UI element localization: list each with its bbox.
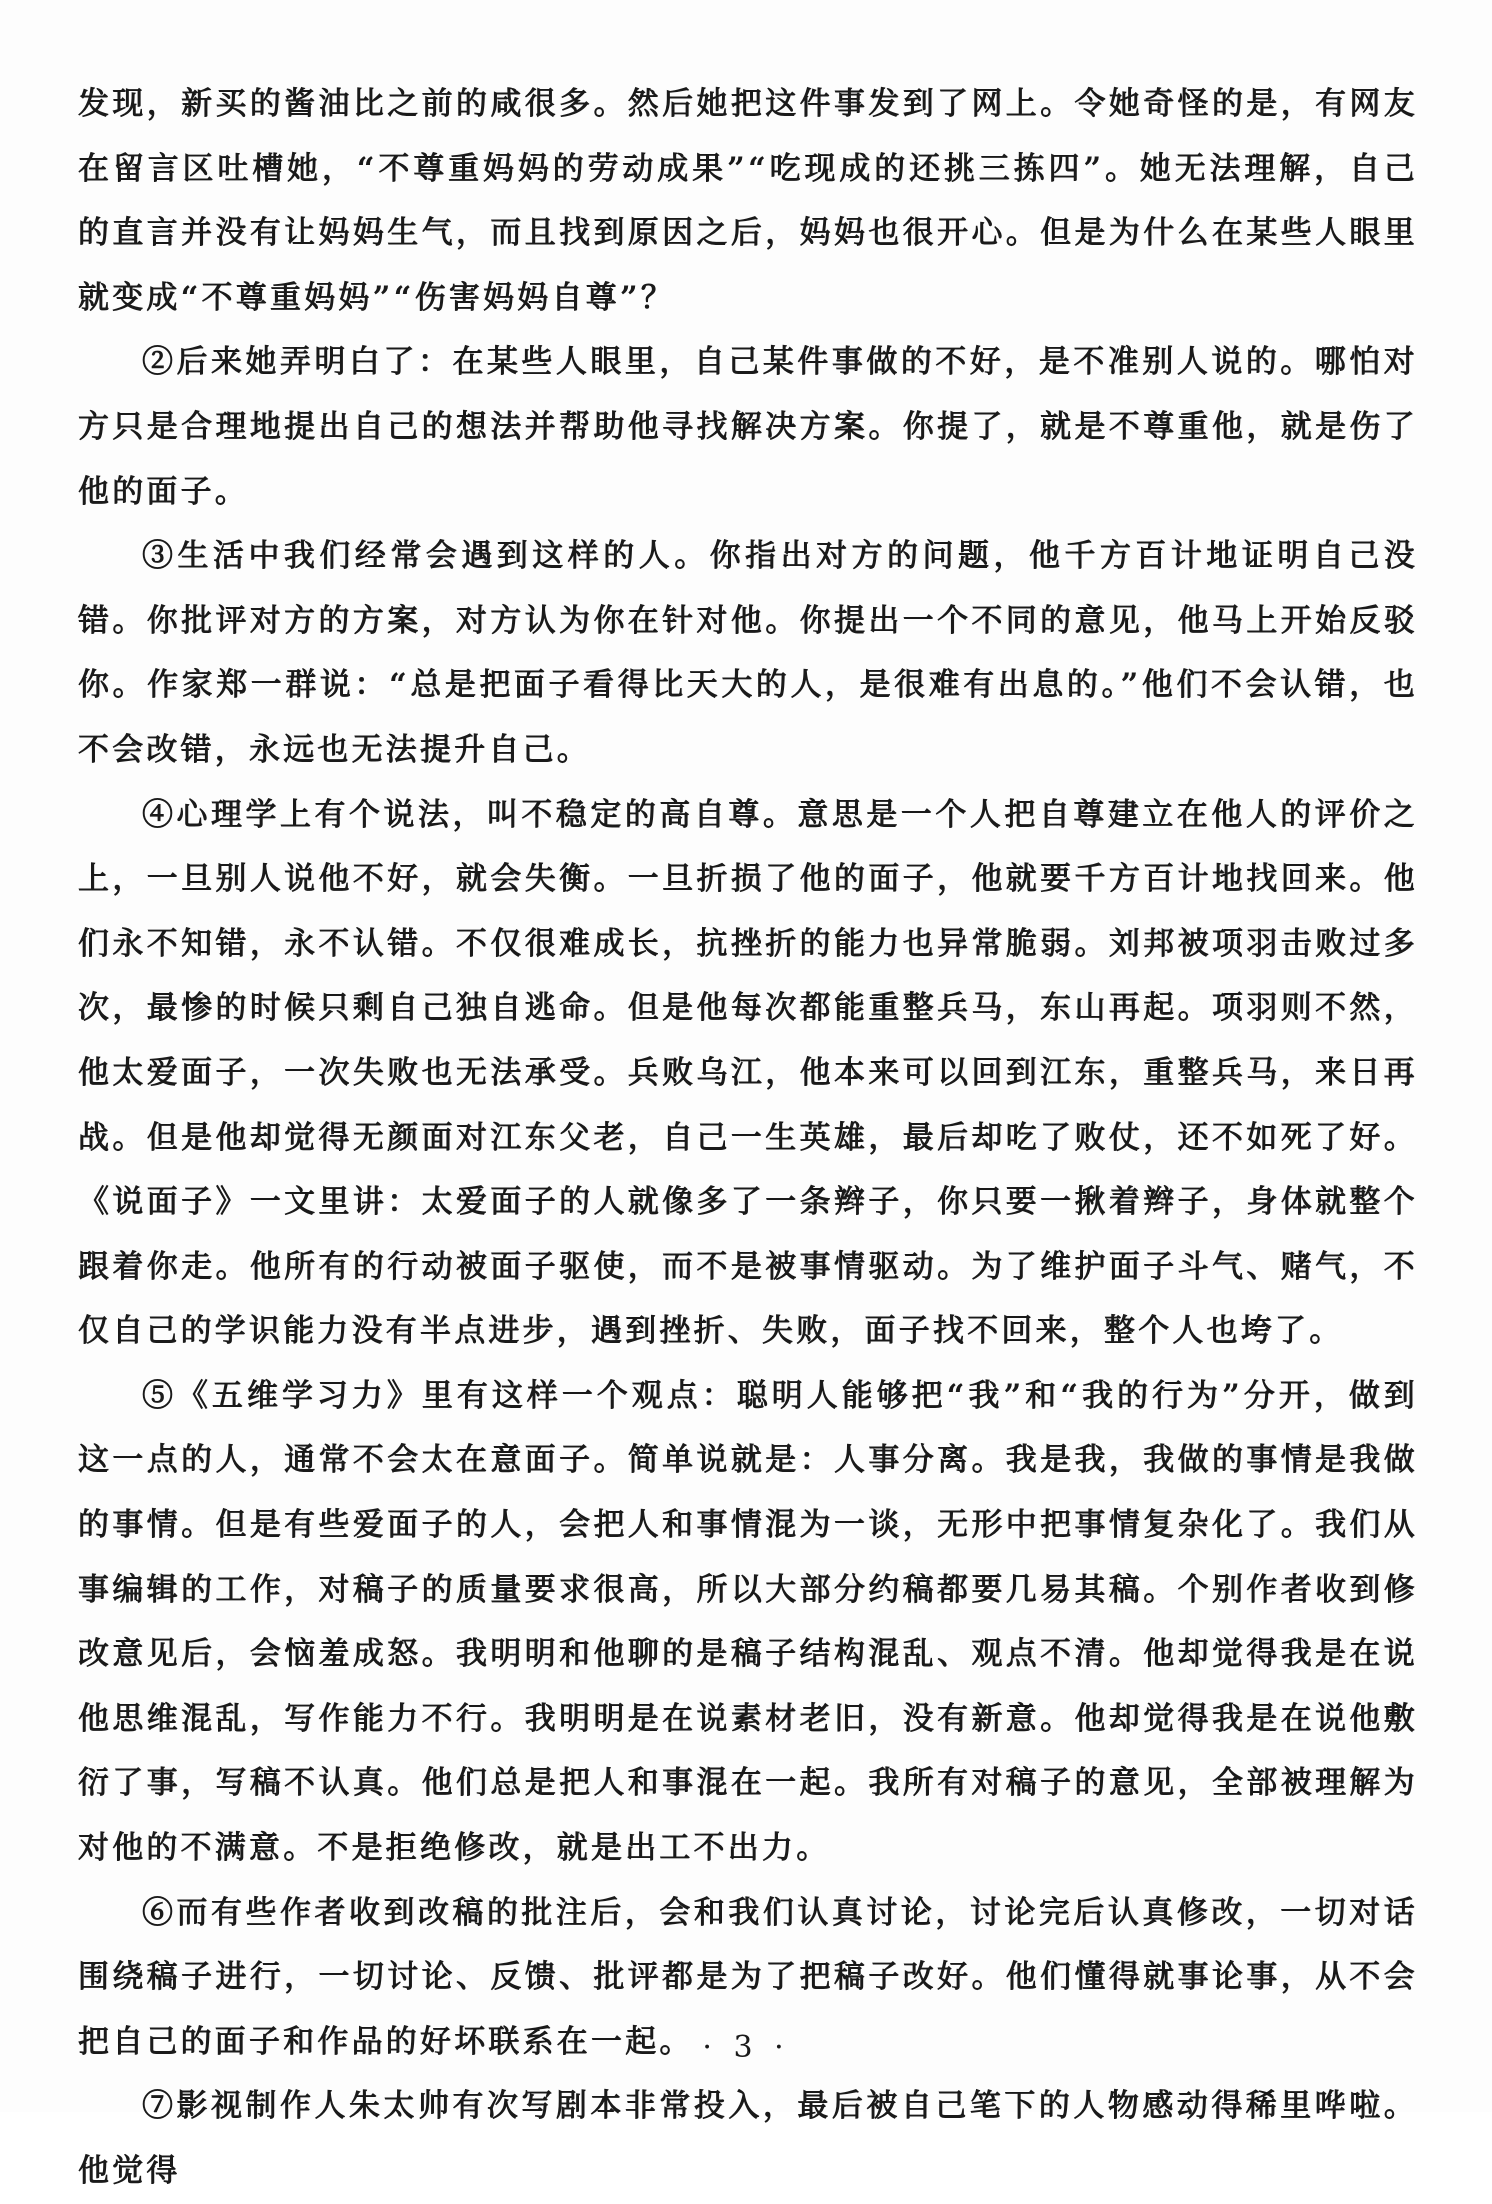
paragraph-7: ⑦影视制作人朱太帅有次写剧本非常投入，最后被自己笔下的人物感动得稀里哗啦。他觉得 [78, 2088, 1418, 2189]
paragraph-5: ⑤《五维学习力》里有这样一个观点：聪明人能够把“我”和“我的行为”分开，做到这一点的人，通常不会太在意面子。简单说就是：人事分离。我是我，我做的事情是我做的事情。但是有些爱面子的人，会把人和事情混为一谈，无形中把事情复杂化了。我们从事编辑的工作，对稿子的质量要求很高，所以大部分约稿都要几易其稿。个别作者收到修改意见后，会恼羞成怒。我明明和他聊的是稿子结构混乱、观点不清。他却觉得我是在说他思维混乱，写作能力不行。我明明是在说素材老旧，没有新意。他却觉得我是在说他敷衍了事，写稿不认真。他们总是把人和事混在一起。我所有对稿子的意见，全部被理解为对他的不满意。不是拒绝修改，就是出工不出力。 [78, 1377, 1418, 1867]
page-number: · 3 · [702, 2030, 790, 2065]
paragraph-6: ⑥而有些作者收到改稿的批注后，会和我们认真讨论，讨论完后认真修改，一切对话围绕稿子进行，一切讨论、反馈、批评都是为了把稿子改好。他们懂得就事论事，从不会把自己的面子和作品的好坏联系在一起。 [78, 1894, 1418, 2060]
article-body [78, 72, 1418, 2204]
paragraph-1-continuation: 发现，新买的酱油比之前的咸很多。然后她把这件事发到了网上。令她奇怪的是，有网友在留言区吐槽她，“不尊重妈妈的劳动成果”“吃现成的还挑三拣四”。她无法理解，自己的直言并没有让妈妈生气，而且找到原因之后，妈妈也很开心。但是为什么在某些人眼里就变成“不尊重妈妈”“伤害妈妈自尊”？ [78, 86, 1418, 316]
paragraph-3: ③生活中我们经常会遇到这样的人。你指出对方的问题，他千方百计地证明自己没错。你批评对方的方案，对方认为你在针对他。你提出一个不同的意见，他马上开始反驳你。作家郑一群说：“总是把面子看得比天大的人，是很难有出息的。”他们不会认错，也不会改错，永远也无法提升自己。 [78, 538, 1418, 768]
paragraph-2: ②后来她弄明白了：在某些人眼里，自己某件事做的不好，是不准别人说的。哪怕对方只是合理地提出自己的想法并帮助他寻找解决方案。你提了，就是不尊重他，就是伤了他的面子。 [78, 344, 1418, 510]
paragraph-4: ④心理学上有个说法，叫不稳定的高自尊。意思是一个人把自尊建立在他人的评价之上，一旦别人说他不好，就会失衡。一旦折损了他的面子，他就要千方百计地找回来。他们永不知错，永不认错。不仅很难成长，抗挫折的能力也异常脆弱。刘邦被项羽击败过多次，最惨的时候只剩自己独自逃命。但是他每次都能重整兵马，东山再起。项羽则不然，他太爱面子，一次失败也无法承受。兵败乌江，他本来可以回到江东，重整兵马，来日再战。但是他却觉得无颜面对江东父老，自己一生英雄，最后却吃了败仗，还不如死了好。《说面子》一文里讲：太爱面子的人就像多了一条辫子，你只要一揪着辫子，身体就整个跟着你走。他所有的行动被面子驱使，而不是被事情驱动。为了维护面子斗气、赌气，不仅自己的学识能力没有半点进步，遇到挫折、失败，面子找不回来，整个人也垮了。 [78, 796, 1418, 1350]
